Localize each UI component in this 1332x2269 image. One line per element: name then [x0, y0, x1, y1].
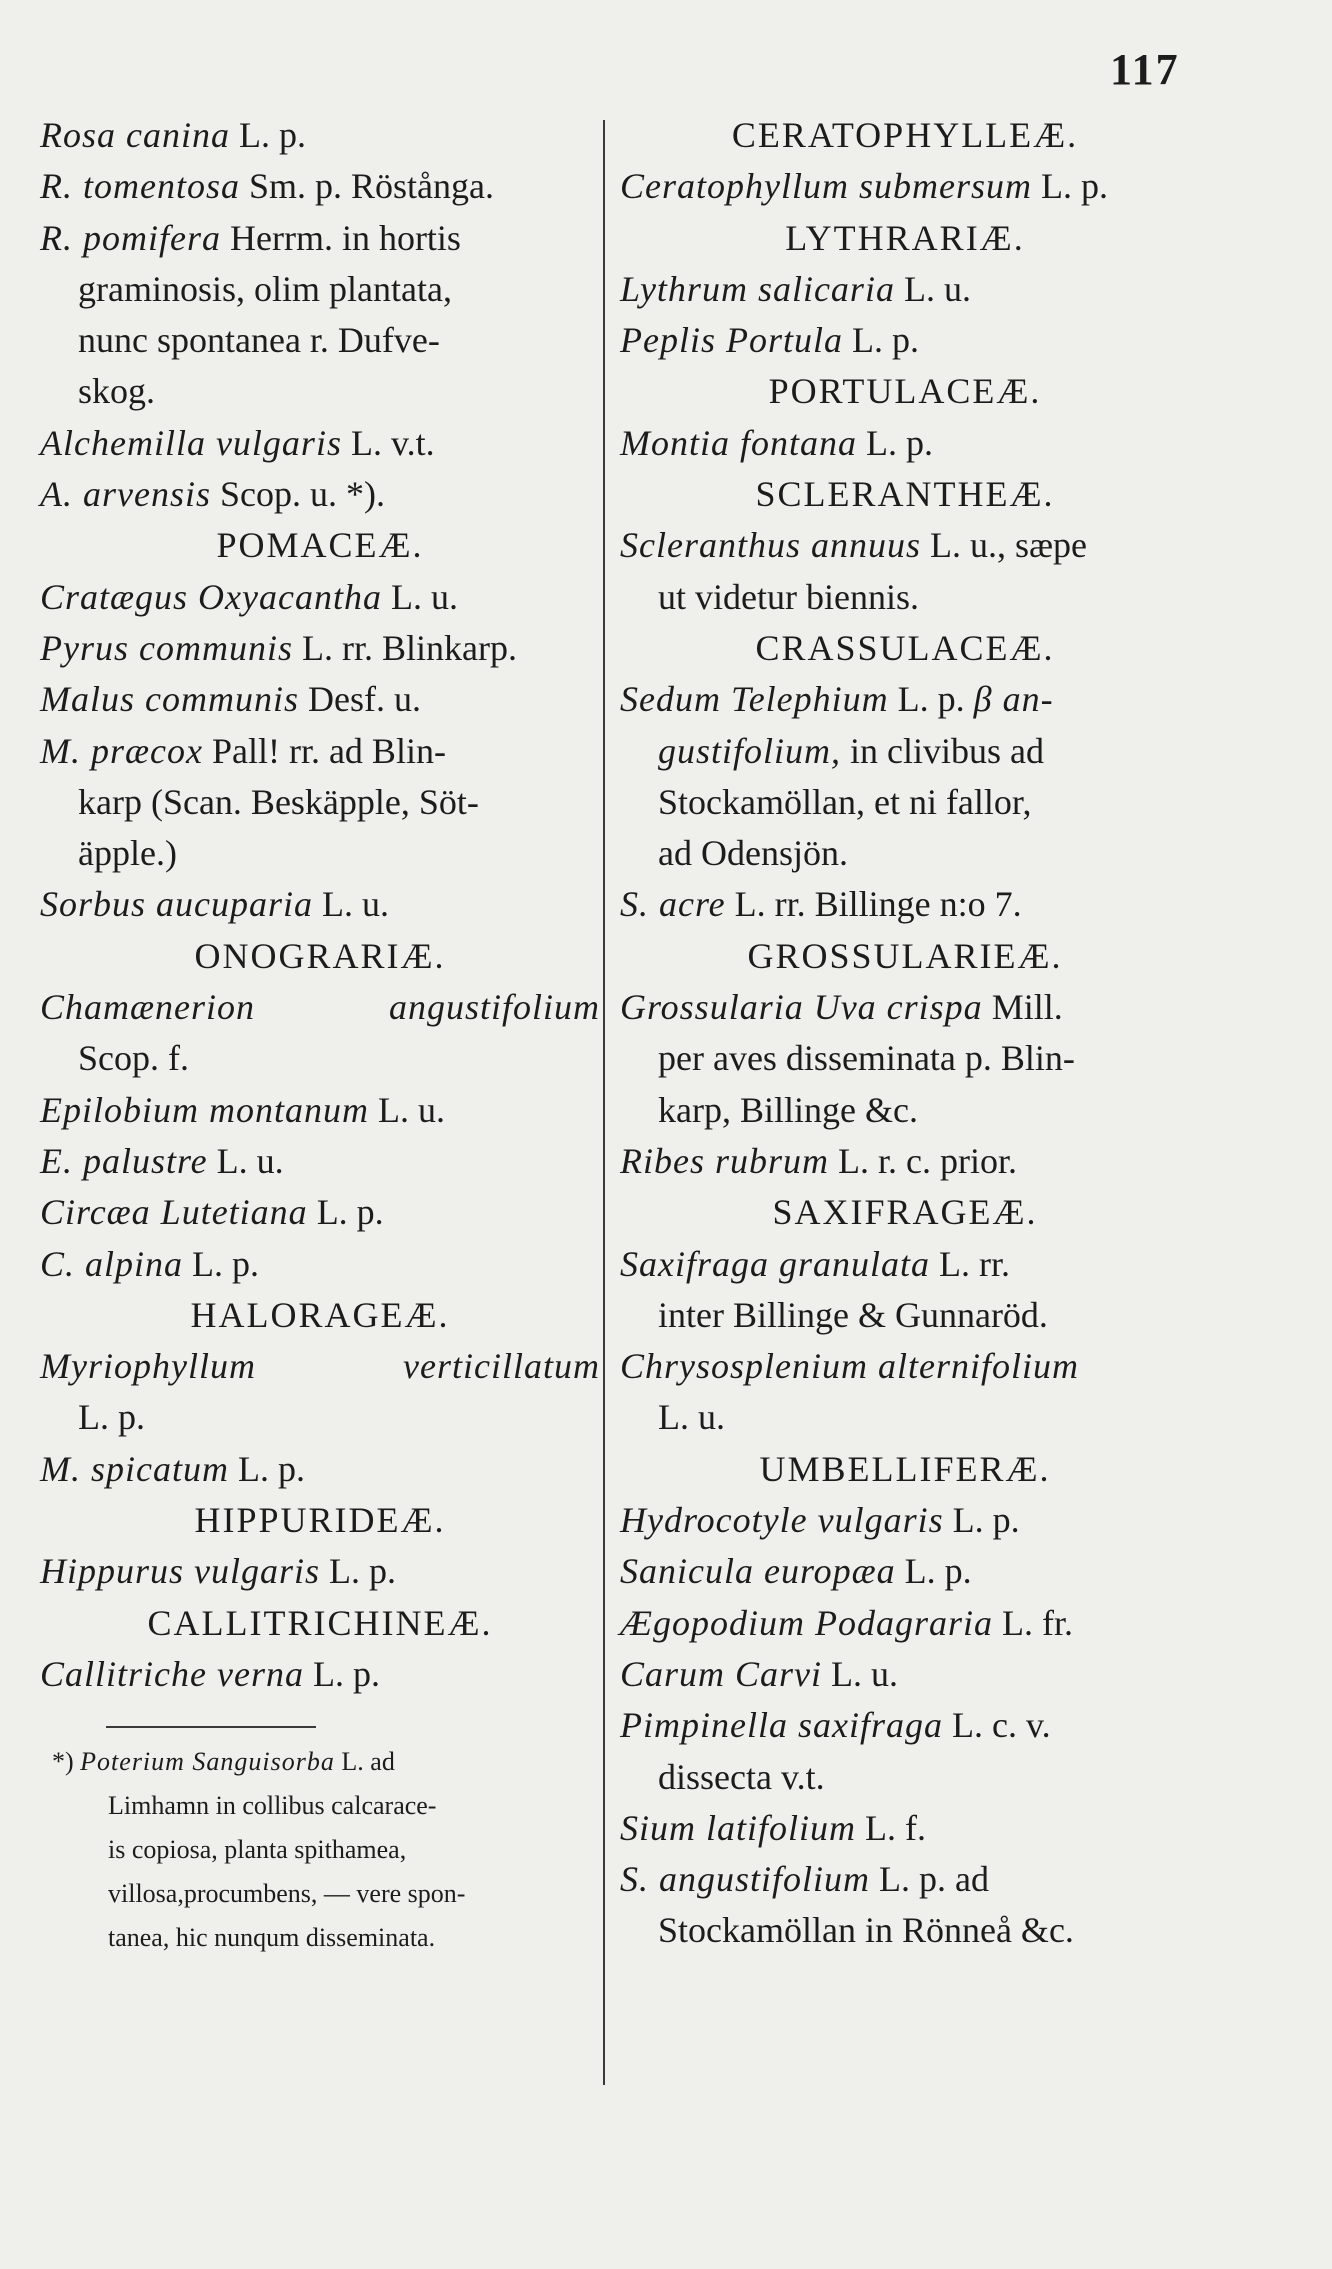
authority-note: in clivibus ad [841, 730, 1045, 771]
text-line [620, 1546, 1190, 1597]
text-line [40, 828, 600, 879]
text-line [40, 1033, 600, 1084]
species-name: Alchemilla vulgaris [40, 422, 342, 463]
family-heading: ONOGRARIÆ. [194, 935, 446, 976]
species-name: Saxifraga granulata [620, 1243, 931, 1284]
species-name: gustifolium, [658, 730, 842, 771]
species-name: Carum Carvi [620, 1653, 823, 1694]
species-name: Chrysosplenium alternifolium [620, 1346, 1079, 1387]
text-line [620, 1341, 1190, 1392]
footnote-species: Poterium Sanguisorba [80, 1747, 335, 1777]
text-line [40, 982, 600, 1033]
species-name: Lythrum salicaria [620, 268, 895, 309]
text-line [620, 1495, 1190, 1546]
authority-note: L. p. [303, 1653, 380, 1694]
text-line [620, 1854, 1190, 1905]
species-name: Ribes rubrum [620, 1140, 829, 1181]
text-line [620, 1239, 1190, 1290]
text-line [40, 1392, 600, 1443]
species-name: C. alpina [40, 1243, 184, 1284]
footnote-line: is copiosa, planta spithamea, [108, 1835, 407, 1865]
text-line [620, 315, 1190, 366]
family-heading: LYTHRARIÆ. [785, 217, 1025, 258]
variety-name: β an- [973, 679, 1054, 720]
text-line [40, 110, 600, 161]
species-name: Hippurus vulgaris [40, 1551, 321, 1592]
species-name: M. spicatum [40, 1448, 229, 1489]
authority-note: L. p. [320, 1551, 397, 1592]
species-name: Circæa Lutetiana [40, 1192, 308, 1233]
text-line [620, 828, 1190, 879]
species-name: Myriophyllum [40, 1346, 256, 1387]
species-name: Ceratophyllum submersum [620, 166, 1032, 207]
text-line [620, 777, 1190, 828]
species-name: Rosa canina [40, 115, 230, 155]
species-name: Malus communis [40, 679, 299, 720]
text-line [620, 264, 1190, 315]
text-line [40, 1546, 600, 1597]
left-column-lines [40, 110, 600, 1700]
family-heading: SAXIFRAGEÆ. [772, 1192, 1038, 1233]
authority-note: L. p. [888, 679, 974, 720]
authority-note: L. p. [895, 1551, 972, 1592]
footnote-marker: *) [52, 1747, 81, 1777]
text-line [620, 982, 1190, 1033]
text-line [40, 1649, 600, 1700]
species-name: Epilobium montanum [40, 1089, 369, 1130]
footnote-text: L. ad [334, 1747, 395, 1777]
species-name: Chamænerion [40, 987, 256, 1028]
species-name: M. præcox [40, 730, 203, 771]
text-line [620, 1803, 1190, 1854]
text-line [40, 161, 600, 212]
left-column [40, 110, 600, 1960]
species-name: Callitriche verna [40, 1653, 304, 1694]
line-text: graminosis, olim plantata, [78, 268, 452, 309]
text-line [40, 264, 600, 315]
footnote-lines [40, 1784, 600, 1960]
species-name: Pimpinella saxifraga [620, 1705, 943, 1746]
species-name: E. palustre [40, 1140, 208, 1181]
text-line [620, 726, 1190, 777]
species-name: S. acre [620, 884, 726, 925]
line-text: nunc spontanea r. Dufve- [78, 320, 440, 361]
authority-note: L. f. [856, 1807, 926, 1848]
species-name: Scleranthus annuus [620, 525, 921, 566]
text-line [40, 315, 600, 366]
text-line [620, 1752, 1190, 1803]
footnote-line: villosa,procumbens, — vere spon- [108, 1879, 466, 1909]
species-name: Montia fontana [620, 422, 857, 463]
footnote-rule [106, 1726, 316, 1728]
text-line [40, 1341, 600, 1392]
text-line [620, 1033, 1190, 1084]
authority-note: L. p. [229, 115, 306, 155]
text-line [620, 1290, 1190, 1341]
authority-note: L. u. [313, 884, 390, 925]
line-text: karp (Scan. Beskäpple, Söt- [78, 781, 479, 822]
text-line [40, 418, 600, 469]
species-name: R. pomifera [40, 217, 221, 258]
line-text: Stockamöllan in Rönneå &c. [658, 1910, 1074, 1951]
family-heading: CERATOPHYLLEÆ. [731, 115, 1079, 155]
authority-note: L. p. [1032, 166, 1108, 207]
text-line [620, 1136, 1190, 1187]
line-text: L. p. [78, 1397, 145, 1438]
footnote-line: tanea, hic nunqum disseminata. [108, 1923, 436, 1953]
family-heading: PORTULACEÆ. [768, 371, 1042, 412]
authority-note: Mill. [982, 987, 1063, 1028]
authority-note: L. p. ad [870, 1859, 989, 1900]
family-heading: HALORAGEÆ. [190, 1294, 450, 1335]
text-line [40, 469, 600, 520]
line-text: L. u. [658, 1397, 725, 1438]
authority-note: Desf. u. [299, 679, 421, 720]
authority-note: L. u. [369, 1089, 445, 1130]
species-name: Sanicula europæa [620, 1551, 896, 1592]
species-name: Pyrus communis [40, 627, 293, 668]
species-name: R. tomentosa [40, 166, 240, 207]
footnote-line [40, 1740, 600, 1784]
line-text: Scop. f. [78, 1038, 189, 1079]
authority-note: L. c. v. [942, 1705, 1051, 1746]
text-line [40, 879, 600, 930]
column-divider [603, 120, 605, 2085]
text-line [620, 161, 1190, 212]
authority-note: L. p. [183, 1243, 260, 1284]
text-line [620, 520, 1190, 571]
authority-note: L. u. [381, 576, 458, 617]
species-name: Sedum Telephium [620, 679, 889, 720]
text-line [40, 1239, 600, 1290]
family-heading: POMACEÆ. [216, 525, 424, 566]
text-line [40, 674, 600, 725]
authority-note: Scop. u. *). [210, 474, 385, 515]
species-name: Sorbus aucuparia [40, 884, 314, 925]
text-line [40, 1444, 600, 1495]
line-text: ut videtur biennis. [658, 576, 919, 617]
text-line [40, 623, 600, 674]
species-name: A. arvensis [40, 474, 211, 515]
authority-note: L. r. c. prior. [829, 1140, 1017, 1181]
line-text: dissecta v.t. [658, 1756, 825, 1797]
authority-note: L. p. [943, 1500, 1020, 1541]
text-line [620, 1392, 1190, 1443]
authority-note: Sm. p. Röstånga. [239, 166, 494, 207]
species-epithet: verticillatum [403, 1346, 600, 1387]
text-line [40, 1085, 600, 1136]
authority-note: Pall! rr. ad Blin- [202, 730, 446, 771]
authority-note: L. p. [228, 1448, 305, 1489]
family-heading: CALLITRICHINEÆ. [147, 1602, 493, 1643]
text-line [620, 418, 1190, 469]
authority-note: L. u. [207, 1140, 284, 1181]
text-line [620, 879, 1190, 930]
line-text: skog. [78, 371, 156, 412]
line-text: äpple.) [78, 833, 177, 874]
species-name: Ægopodium Podagraria [620, 1602, 994, 1643]
line-text: Stockamöllan, et ni fallor, [658, 781, 1032, 822]
text-line [40, 726, 600, 777]
footnote-line: Limhamn in collibus calcarace- [108, 1791, 437, 1821]
line-text: karp, Billinge &c. [658, 1089, 918, 1130]
line-text: per aves disseminata p. Blin- [658, 1038, 1075, 1079]
authority-note: L. rr. [930, 1243, 1010, 1284]
family-heading: UMBELLIFERÆ. [759, 1448, 1051, 1489]
family-heading: CRASSULACEÆ. [755, 627, 1055, 668]
species-name: S. angustifolium [620, 1859, 871, 1900]
authority-note: L. fr. [993, 1602, 1074, 1643]
authority-note: L. p. [857, 422, 933, 463]
species-name: Grossularia Uva crispa [620, 987, 983, 1028]
family-heading: HIPPURIDEÆ. [194, 1500, 446, 1541]
family-heading: GROSSULARIEÆ. [747, 935, 1063, 976]
species-epithet: angustifolium [388, 987, 600, 1028]
family-heading: SCLERANTHEÆ. [755, 474, 1055, 515]
footnote [40, 1740, 600, 1960]
species-name: Hydrocotyle vulgaris [620, 1500, 944, 1541]
authority-note: L. u. [822, 1653, 899, 1694]
text-line [40, 366, 600, 417]
authority-note: L. p. [843, 320, 919, 361]
authority-note: L. rr. Billinge n:o 7. [725, 884, 1022, 925]
text-line [620, 572, 1190, 623]
species-name: Cratægus Oxyacantha [40, 576, 382, 617]
page-number: 117 [1110, 45, 1180, 94]
line-text: ad Odensjön. [658, 833, 848, 874]
species-name: Sium latifolium [620, 1807, 857, 1848]
right-column [620, 110, 1190, 1957]
text-line [620, 1598, 1190, 1649]
right-column-lines [620, 110, 1190, 1957]
line-text: inter Billinge & Gunnaröd. [658, 1294, 1048, 1335]
text-line [620, 1649, 1190, 1700]
text-line [620, 1905, 1190, 1956]
authority-note: L. v.t. [341, 422, 435, 463]
species-name: Peplis Portula [620, 320, 843, 361]
text-line [40, 1136, 600, 1187]
authority-note: L. u., sæpe [921, 525, 1087, 566]
authority-note: L. p. [307, 1192, 384, 1233]
authority-note: L. u. [894, 268, 971, 309]
text-line [40, 572, 600, 623]
text-line [40, 777, 600, 828]
authority-note: Herrm. in hortis [220, 217, 461, 258]
text-line [620, 1085, 1190, 1136]
text-line [40, 1187, 600, 1238]
authority-note: L. rr. Blinkarp. [292, 627, 517, 668]
text-line [620, 674, 1190, 725]
text-line [40, 213, 600, 264]
text-line [620, 1700, 1190, 1751]
